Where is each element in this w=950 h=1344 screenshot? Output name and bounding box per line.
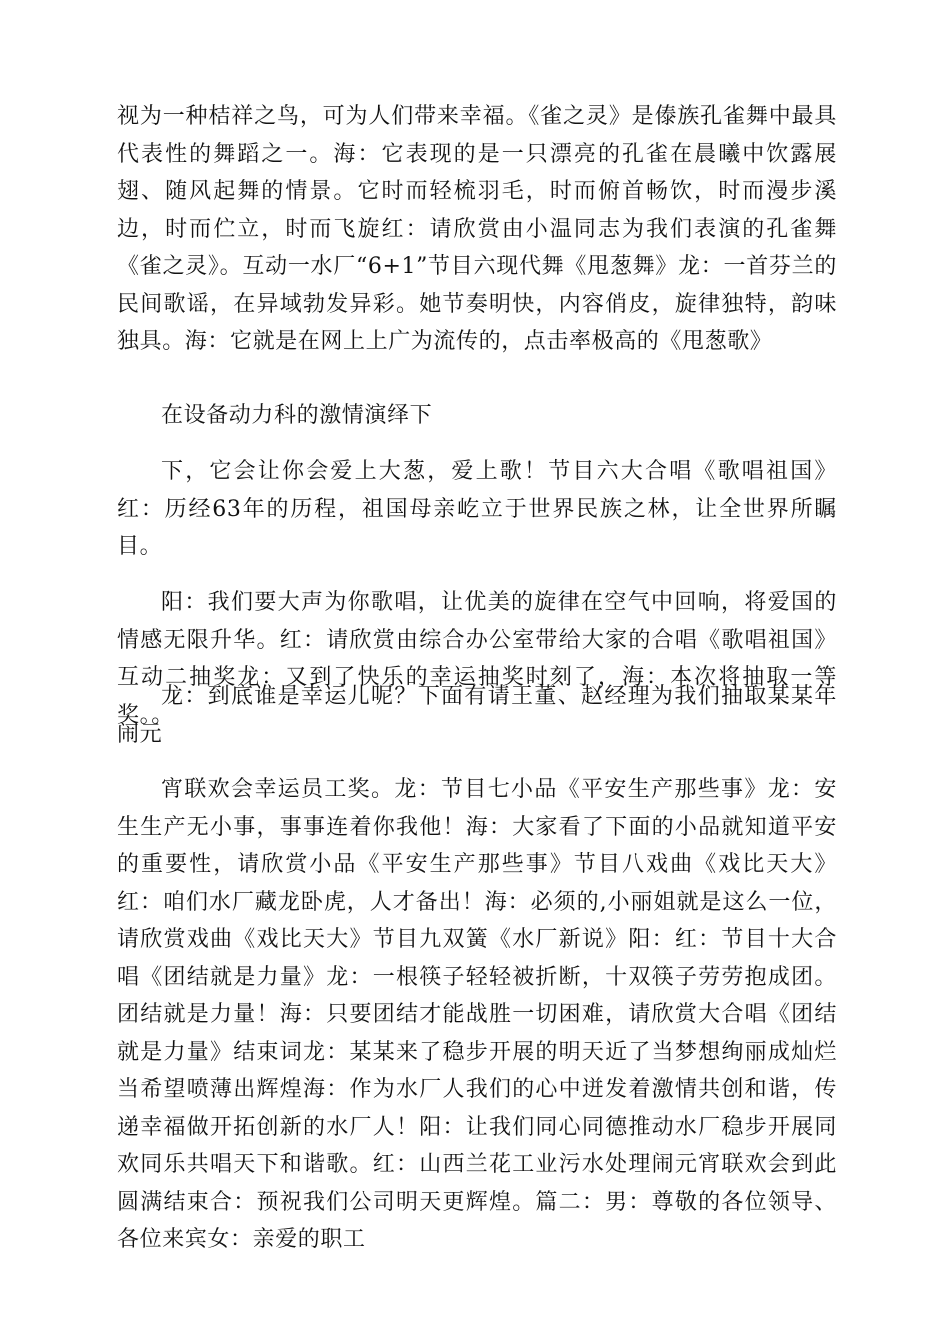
- body-paragraph: 在设备动力科的激情演绎下: [161, 403, 433, 428]
- body-paragraph: 下，它会让你会爱上大葱，爱上歌！节目六大合唱《歌唱祖国》红：历经63年的历程，祖国母亲屹立于世界民族之林，让全世界所瞩目。: [117, 459, 837, 559]
- body-paragraph: 视为一种桔祥之鸟，可为人们带来幸福。《雀之灵》是傣族孔雀舞中最具代表性的舞蹈之一。海：它表现的是一只漂亮的孔雀在晨曦中饮露展翅、随风起舞的情景。它时而轻梳羽毛，时而俯首畅饮，时而漫步溪边，时而伫立，时而飞旋红：请欣赏由小温同志为我们表演的孔雀舞《雀之灵》。互动一水厂“6+1”节目六现代舞《甩葱舞》龙：一首芬兰的民间歌谣，在异域勃发异彩。她节奏明快，内容俏皮，旋律独特，韵味独具。海：它就是在网上上广为流传的，点击率极高的《甩葱歌》: [117, 104, 837, 354]
- body-paragraph: 宵联欢会幸运员工奖。龙：节目七小品《平安生产那些事》龙：安生生产无小事，事事连着你我他！海：大家看了下面的小品就知道平安的重要性，请欣赏小品《平安生产那些事》节目八戏曲《戏比天大》红：咱们水厂藏龙卧虎，人才备出！海：必须的,小丽姐就是这么一位，请欣赏戏曲《戏比天大》节目九双簧《水厂新说》阳：红：节目十大合唱《团结就是力量》龙：一根筷子轻轻被折断，十双筷子劳劳抱成团。团结就是力量！海：只要团结才能战胜一切困难，请欣赏大合唱《团结就是力量》结束词龙：某某来了稳步开展的明天近了当梦想绚丽成灿烂当希望喷薄出辉煌海：作为水厂人我们的心中迸发着激情共创和谐，传递幸福做开拓创新的水厂人！阳：让我们同心同德推动水厂稳步开展同欢同乐共唱天下和谐歌。红：山西兰花工业污水处理闹元宵联欢会到此圆满结束合：预祝我们公司明天更辉煌。篇二：男：尊敬的各位领导、各位来宾女：亲爱的职工: [117, 777, 837, 1252]
- body-paragraph: 龙：到底谁是幸运儿呢？下面有请王董、赵经理为我们抽取某某年闹元: [117, 684, 837, 747]
- body-paragraph: 阳：我们要大声为你歌唱，让优美的旋律在空气中回响，将爱国的情感无限升华。红：请欣赏由综合办公室带给大家的合唱《歌唱祖国》互动二抽奖龙：又到了快乐的幸运抽奖时刻了，海：本次将抽取一等奖。。: [117, 590, 837, 728]
